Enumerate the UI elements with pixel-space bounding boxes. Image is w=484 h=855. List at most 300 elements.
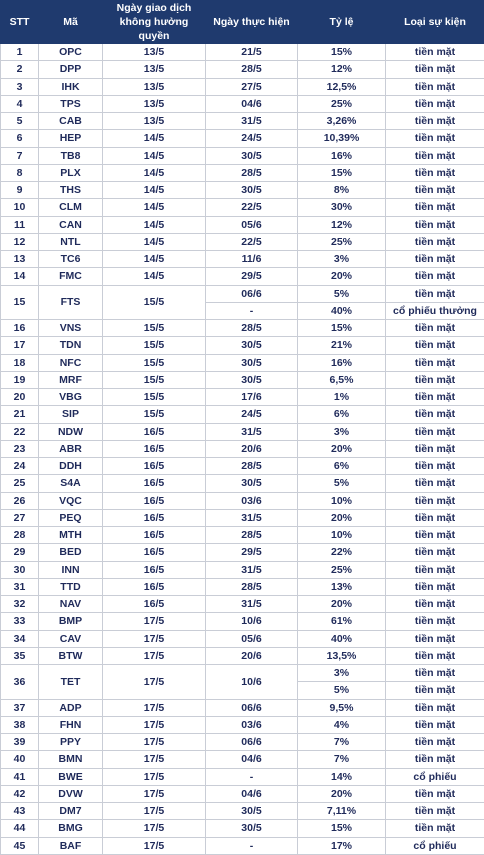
cell-event-type: tiền mặt [386, 751, 484, 768]
cell-ticker: DM7 [39, 803, 103, 820]
cell-ratio: 1% [298, 389, 386, 406]
cell-event-type: tiền mặt [386, 389, 484, 406]
cell-event-type: tiền mặt [386, 233, 484, 250]
table-row [1, 216, 484, 233]
cell-execution-date: 31/5 [206, 596, 298, 613]
cell-ex-rights-date: 16/5 [103, 578, 206, 595]
cell-execution-date: 05/6 [206, 630, 298, 647]
cell-ticker: DDH [39, 458, 103, 475]
cell-ratio: 20% [298, 440, 386, 457]
cell-ticker: ADP [39, 699, 103, 716]
cell-ticker: BMP [39, 613, 103, 630]
cell-ticker: FMC [39, 268, 103, 285]
table-row [1, 561, 484, 578]
cell-ex-rights-date: 14/5 [103, 251, 206, 268]
cell-ticker: MTH [39, 527, 103, 544]
cell-event-type: tiền mặt [386, 182, 484, 199]
header-execution-date: Ngày thực hiện [206, 1, 298, 44]
table-row [1, 544, 484, 561]
cell-ratio: 7% [298, 751, 386, 768]
cell-execution-date: 29/5 [206, 544, 298, 561]
cell-ticker: TPS [39, 95, 103, 112]
cell-stt: 15 [1, 285, 39, 320]
cell-ex-rights-date: 15/5 [103, 337, 206, 354]
cell-ticker: TET [39, 665, 103, 700]
cell-ex-rights-date: 17/5 [103, 665, 206, 700]
cell-ratio: 16% [298, 354, 386, 371]
cell-execution-date: 31/5 [206, 561, 298, 578]
cell-ex-rights-date: 13/5 [103, 78, 206, 95]
cell-ex-rights-date: 17/5 [103, 716, 206, 733]
cell-ratio: 5% [298, 475, 386, 492]
cell-execution-date: 31/5 [206, 509, 298, 526]
cell-stt: 7 [1, 147, 39, 164]
cell-event-type: tiền mặt [386, 61, 484, 78]
cell-ratio: 7% [298, 734, 386, 751]
cell-ticker: ABR [39, 440, 103, 457]
cell-stt: 27 [1, 509, 39, 526]
cell-execution-date: 21/5 [206, 44, 298, 61]
cell-event-type: tiền mặt [386, 578, 484, 595]
table-row [1, 423, 484, 440]
table-row [1, 665, 484, 682]
cell-execution-date: 06/6 [206, 285, 298, 302]
cell-ex-rights-date: 17/5 [103, 751, 206, 768]
cell-ex-rights-date: 17/5 [103, 768, 206, 785]
cell-execution-date: 28/5 [206, 578, 298, 595]
cell-ratio: 30% [298, 199, 386, 216]
cell-stt: 45 [1, 837, 39, 854]
cell-ratio: 22% [298, 544, 386, 561]
cell-ex-rights-date: 13/5 [103, 95, 206, 112]
cell-ratio: 20% [298, 509, 386, 526]
cell-event-type: tiền mặt [386, 285, 484, 302]
cell-stt: 36 [1, 665, 39, 700]
cell-ex-rights-date: 14/5 [103, 233, 206, 250]
cell-execution-date: 04/6 [206, 95, 298, 112]
cell-event-type: tiền mặt [386, 682, 484, 699]
cell-stt: 33 [1, 613, 39, 630]
cell-ratio: 14% [298, 768, 386, 785]
table-row [1, 751, 484, 768]
table-row [1, 406, 484, 423]
table-row [1, 44, 484, 61]
cell-ratio: 10% [298, 492, 386, 509]
cell-ratio: 25% [298, 95, 386, 112]
cell-ratio: 12,5% [298, 78, 386, 95]
cell-stt: 25 [1, 475, 39, 492]
table-row [1, 147, 484, 164]
cell-ratio: 6,5% [298, 371, 386, 388]
cell-ex-rights-date: 14/5 [103, 199, 206, 216]
cell-ratio: 20% [298, 596, 386, 613]
table-row [1, 61, 484, 78]
cell-execution-date: 30/5 [206, 337, 298, 354]
cell-ratio: 3% [298, 665, 386, 682]
cell-stt: 32 [1, 596, 39, 613]
cell-stt: 24 [1, 458, 39, 475]
cell-ticker: DVW [39, 785, 103, 802]
cell-event-type: tiền mặt [386, 251, 484, 268]
cell-stt: 26 [1, 492, 39, 509]
cell-stt: 11 [1, 216, 39, 233]
cell-stt: 5 [1, 113, 39, 130]
cell-event-type: tiền mặt [386, 130, 484, 147]
table-row [1, 578, 484, 595]
cell-ex-rights-date: 14/5 [103, 147, 206, 164]
cell-execution-date: 04/6 [206, 751, 298, 768]
cell-event-type: tiền mặt [386, 337, 484, 354]
cell-ticker: TTD [39, 578, 103, 595]
cell-event-type: tiền mặt [386, 613, 484, 630]
table-row [1, 113, 484, 130]
cell-stt: 30 [1, 561, 39, 578]
cell-ratio: 21% [298, 337, 386, 354]
cell-event-type: tiền mặt [386, 630, 484, 647]
cell-execution-date: 03/6 [206, 492, 298, 509]
table-row [1, 596, 484, 613]
table-row [1, 820, 484, 837]
cell-execution-date: 30/5 [206, 147, 298, 164]
table-row [1, 492, 484, 509]
cell-ex-rights-date: 16/5 [103, 527, 206, 544]
table-row [1, 95, 484, 112]
cell-ticker: S4A [39, 475, 103, 492]
cell-ticker: PLX [39, 164, 103, 181]
cell-ex-rights-date: 14/5 [103, 130, 206, 147]
cell-ex-rights-date: 16/5 [103, 492, 206, 509]
cell-ticker: TDN [39, 337, 103, 354]
cell-stt: 6 [1, 130, 39, 147]
cell-ex-rights-date: 15/5 [103, 406, 206, 423]
cell-stt: 19 [1, 371, 39, 388]
cell-ticker: CAV [39, 630, 103, 647]
table-row [1, 164, 484, 181]
cell-stt: 18 [1, 354, 39, 371]
table-row [1, 475, 484, 492]
cell-ratio: 20% [298, 268, 386, 285]
cell-stt: 39 [1, 734, 39, 751]
cell-event-type: tiền mặt [386, 509, 484, 526]
cell-ticker: BMN [39, 751, 103, 768]
cell-ratio: 6% [298, 406, 386, 423]
cell-event-type: tiền mặt [386, 803, 484, 820]
cell-execution-date: 20/6 [206, 440, 298, 457]
cell-event-type: tiền mặt [386, 734, 484, 751]
cell-execution-date: 17/6 [206, 389, 298, 406]
cell-execution-date: 04/6 [206, 785, 298, 802]
cell-event-type: tiền mặt [386, 78, 484, 95]
table-row [1, 440, 484, 457]
cell-ticker: VNS [39, 320, 103, 337]
cell-ticker: CAB [39, 113, 103, 130]
cell-execution-date: 20/6 [206, 647, 298, 664]
cell-event-type: tiền mặt [386, 527, 484, 544]
cell-event-type: tiền mặt [386, 199, 484, 216]
cell-ex-rights-date: 17/5 [103, 837, 206, 854]
cell-stt: 9 [1, 182, 39, 199]
table-row [1, 199, 484, 216]
cell-event-type: tiền mặt [386, 44, 484, 61]
cell-stt: 14 [1, 268, 39, 285]
cell-ticker: INN [39, 561, 103, 578]
cell-ratio: 16% [298, 147, 386, 164]
header-ex-rights-date: Ngày giao dịch không hưởng quyền [103, 1, 206, 44]
cell-ratio: 3% [298, 423, 386, 440]
cell-event-type: tiền mặt [386, 561, 484, 578]
table-row [1, 251, 484, 268]
cell-ex-rights-date: 16/5 [103, 440, 206, 457]
cell-event-type: tiền mặt [386, 216, 484, 233]
table-row [1, 716, 484, 733]
cell-ex-rights-date: 15/5 [103, 371, 206, 388]
cell-execution-date: 28/5 [206, 164, 298, 181]
cell-ticker: BAF [39, 837, 103, 854]
cell-ex-rights-date: 16/5 [103, 458, 206, 475]
cell-event-type: cổ phiếu [386, 837, 484, 854]
cell-stt: 23 [1, 440, 39, 457]
table-row [1, 837, 484, 854]
table-row [1, 233, 484, 250]
cell-event-type: tiền mặt [386, 371, 484, 388]
cell-stt: 21 [1, 406, 39, 423]
cell-ex-rights-date: 17/5 [103, 785, 206, 802]
cell-execution-date: 22/5 [206, 233, 298, 250]
cell-stt: 13 [1, 251, 39, 268]
cell-event-type: tiền mặt [386, 320, 484, 337]
table-row [1, 527, 484, 544]
cell-execution-date: 11/6 [206, 251, 298, 268]
cell-ex-rights-date: 17/5 [103, 734, 206, 751]
cell-execution-date: 24/5 [206, 130, 298, 147]
cell-ticker: PEQ [39, 509, 103, 526]
cell-ticker: FHN [39, 716, 103, 733]
cell-event-type: tiền mặt [386, 147, 484, 164]
cell-ticker: FTS [39, 285, 103, 320]
cell-execution-date: 30/5 [206, 803, 298, 820]
cell-ratio: 6% [298, 458, 386, 475]
cell-ex-rights-date: 16/5 [103, 596, 206, 613]
cell-event-type: cổ phiếu thưởng [386, 302, 484, 319]
cell-ticker: CAN [39, 216, 103, 233]
table-row [1, 734, 484, 751]
cell-execution-date: 29/5 [206, 268, 298, 285]
cell-ratio: 3% [298, 251, 386, 268]
cell-ratio: 10,39% [298, 130, 386, 147]
cell-ex-rights-date: 16/5 [103, 561, 206, 578]
cell-event-type: tiền mặt [386, 820, 484, 837]
cell-ratio: 13,5% [298, 647, 386, 664]
cell-execution-date: 28/5 [206, 458, 298, 475]
cell-ex-rights-date: 15/5 [103, 389, 206, 406]
table-row [1, 803, 484, 820]
cell-ex-rights-date: 17/5 [103, 647, 206, 664]
table-row [1, 768, 484, 785]
cell-execution-date: 28/5 [206, 61, 298, 78]
cell-event-type: tiền mặt [386, 647, 484, 664]
cell-stt: 20 [1, 389, 39, 406]
cell-stt: 28 [1, 527, 39, 544]
cell-execution-date: 28/5 [206, 320, 298, 337]
cell-ticker: IHK [39, 78, 103, 95]
cell-ticker: DPP [39, 61, 103, 78]
cell-stt: 37 [1, 699, 39, 716]
table-row [1, 130, 484, 147]
cell-stt: 44 [1, 820, 39, 837]
cell-stt: 38 [1, 716, 39, 733]
cell-stt: 40 [1, 751, 39, 768]
cell-ticker: CLM [39, 199, 103, 216]
table-row [1, 182, 484, 199]
cell-ticker: TC6 [39, 251, 103, 268]
cell-ex-rights-date: 16/5 [103, 475, 206, 492]
cell-ratio: 7,11% [298, 803, 386, 820]
cell-ticker: SIP [39, 406, 103, 423]
cell-ticker: BMG [39, 820, 103, 837]
table-body [1, 44, 484, 855]
cell-execution-date: 22/5 [206, 199, 298, 216]
cell-ratio: 3,26% [298, 113, 386, 130]
cell-event-type: tiền mặt [386, 406, 484, 423]
header-ma: Mã [39, 1, 103, 44]
cell-ex-rights-date: 17/5 [103, 699, 206, 716]
table-row [1, 647, 484, 664]
cell-ratio: 13% [298, 578, 386, 595]
cell-ratio: 15% [298, 44, 386, 61]
table-row [1, 337, 484, 354]
cell-ratio: 15% [298, 820, 386, 837]
cell-ticker: MRF [39, 371, 103, 388]
cell-ex-rights-date: 16/5 [103, 509, 206, 526]
cell-ex-rights-date: 14/5 [103, 182, 206, 199]
cell-event-type: tiền mặt [386, 596, 484, 613]
cell-execution-date: 10/6 [206, 665, 298, 700]
cell-event-type: tiền mặt [386, 268, 484, 285]
cell-execution-date: 30/5 [206, 475, 298, 492]
cell-ticker: HEP [39, 130, 103, 147]
table-row [1, 699, 484, 716]
cell-ticker: OPC [39, 44, 103, 61]
cell-ticker: THS [39, 182, 103, 199]
cell-stt: 8 [1, 164, 39, 181]
table-row [1, 354, 484, 371]
table-row [1, 630, 484, 647]
cell-ticker: PPY [39, 734, 103, 751]
cell-stt: 12 [1, 233, 39, 250]
cell-event-type: tiền mặt [386, 665, 484, 682]
cell-event-type: tiền mặt [386, 113, 484, 130]
cell-event-type: tiền mặt [386, 440, 484, 457]
cell-ratio: 40% [298, 630, 386, 647]
cell-stt: 22 [1, 423, 39, 440]
cell-event-type: tiền mặt [386, 544, 484, 561]
cell-stt: 2 [1, 61, 39, 78]
cell-ratio: 5% [298, 285, 386, 302]
cell-ex-rights-date: 17/5 [103, 630, 206, 647]
cell-ratio: 5% [298, 682, 386, 699]
cell-ex-rights-date: 15/5 [103, 320, 206, 337]
cell-execution-date: 30/5 [206, 354, 298, 371]
cell-execution-date: 10/6 [206, 613, 298, 630]
cell-ex-rights-date: 16/5 [103, 544, 206, 561]
cell-execution-date: - [206, 768, 298, 785]
cell-event-type: tiền mặt [386, 492, 484, 509]
cell-execution-date: 31/5 [206, 423, 298, 440]
cell-execution-date: - [206, 302, 298, 319]
cell-event-type: tiền mặt [386, 716, 484, 733]
cell-stt: 29 [1, 544, 39, 561]
cell-ratio: 15% [298, 164, 386, 181]
cell-ratio: 25% [298, 233, 386, 250]
table-row [1, 285, 484, 302]
cell-execution-date: 28/5 [206, 527, 298, 544]
cell-execution-date: - [206, 837, 298, 854]
cell-ticker: VBG [39, 389, 103, 406]
cell-ratio: 15% [298, 320, 386, 337]
cell-event-type: tiền mặt [386, 164, 484, 181]
table-row [1, 509, 484, 526]
cell-event-type: tiền mặt [386, 699, 484, 716]
cell-ex-rights-date: 17/5 [103, 613, 206, 630]
cell-stt: 31 [1, 578, 39, 595]
cell-ratio: 12% [298, 61, 386, 78]
table-row [1, 78, 484, 95]
cell-execution-date: 27/5 [206, 78, 298, 95]
cell-execution-date: 03/6 [206, 716, 298, 733]
cell-stt: 17 [1, 337, 39, 354]
cell-execution-date: 05/6 [206, 216, 298, 233]
header-row [1, 1, 484, 44]
cell-stt: 4 [1, 95, 39, 112]
table-row [1, 320, 484, 337]
cell-stt: 10 [1, 199, 39, 216]
cell-stt: 1 [1, 44, 39, 61]
cell-execution-date: 30/5 [206, 182, 298, 199]
cell-ex-rights-date: 14/5 [103, 164, 206, 181]
cell-stt: 42 [1, 785, 39, 802]
cell-ratio: 20% [298, 785, 386, 802]
cell-ticker: NFC [39, 354, 103, 371]
cell-stt: 3 [1, 78, 39, 95]
cell-ticker: BTW [39, 647, 103, 664]
cell-execution-date: 31/5 [206, 113, 298, 130]
table-row [1, 389, 484, 406]
cell-ratio: 4% [298, 716, 386, 733]
table-row [1, 268, 484, 285]
table-row [1, 458, 484, 475]
cell-ticker: TB8 [39, 147, 103, 164]
table-header [1, 1, 484, 44]
cell-ratio: 25% [298, 561, 386, 578]
cell-execution-date: 06/6 [206, 734, 298, 751]
cell-ticker: NAV [39, 596, 103, 613]
cell-ex-rights-date: 13/5 [103, 44, 206, 61]
cell-stt: 41 [1, 768, 39, 785]
cell-ratio: 40% [298, 302, 386, 319]
cell-event-type: tiền mặt [386, 354, 484, 371]
header-event-type: Loại sự kiện [386, 1, 484, 44]
header-ratio: Tỷ lệ [298, 1, 386, 44]
cell-ratio: 17% [298, 837, 386, 854]
cell-ex-rights-date: 14/5 [103, 268, 206, 285]
cell-ex-rights-date: 15/5 [103, 354, 206, 371]
cell-event-type: tiền mặt [386, 475, 484, 492]
cell-ex-rights-date: 17/5 [103, 803, 206, 820]
cell-stt: 35 [1, 647, 39, 664]
cell-ratio: 9,5% [298, 699, 386, 716]
cell-ticker: BWE [39, 768, 103, 785]
cell-ex-rights-date: 14/5 [103, 216, 206, 233]
